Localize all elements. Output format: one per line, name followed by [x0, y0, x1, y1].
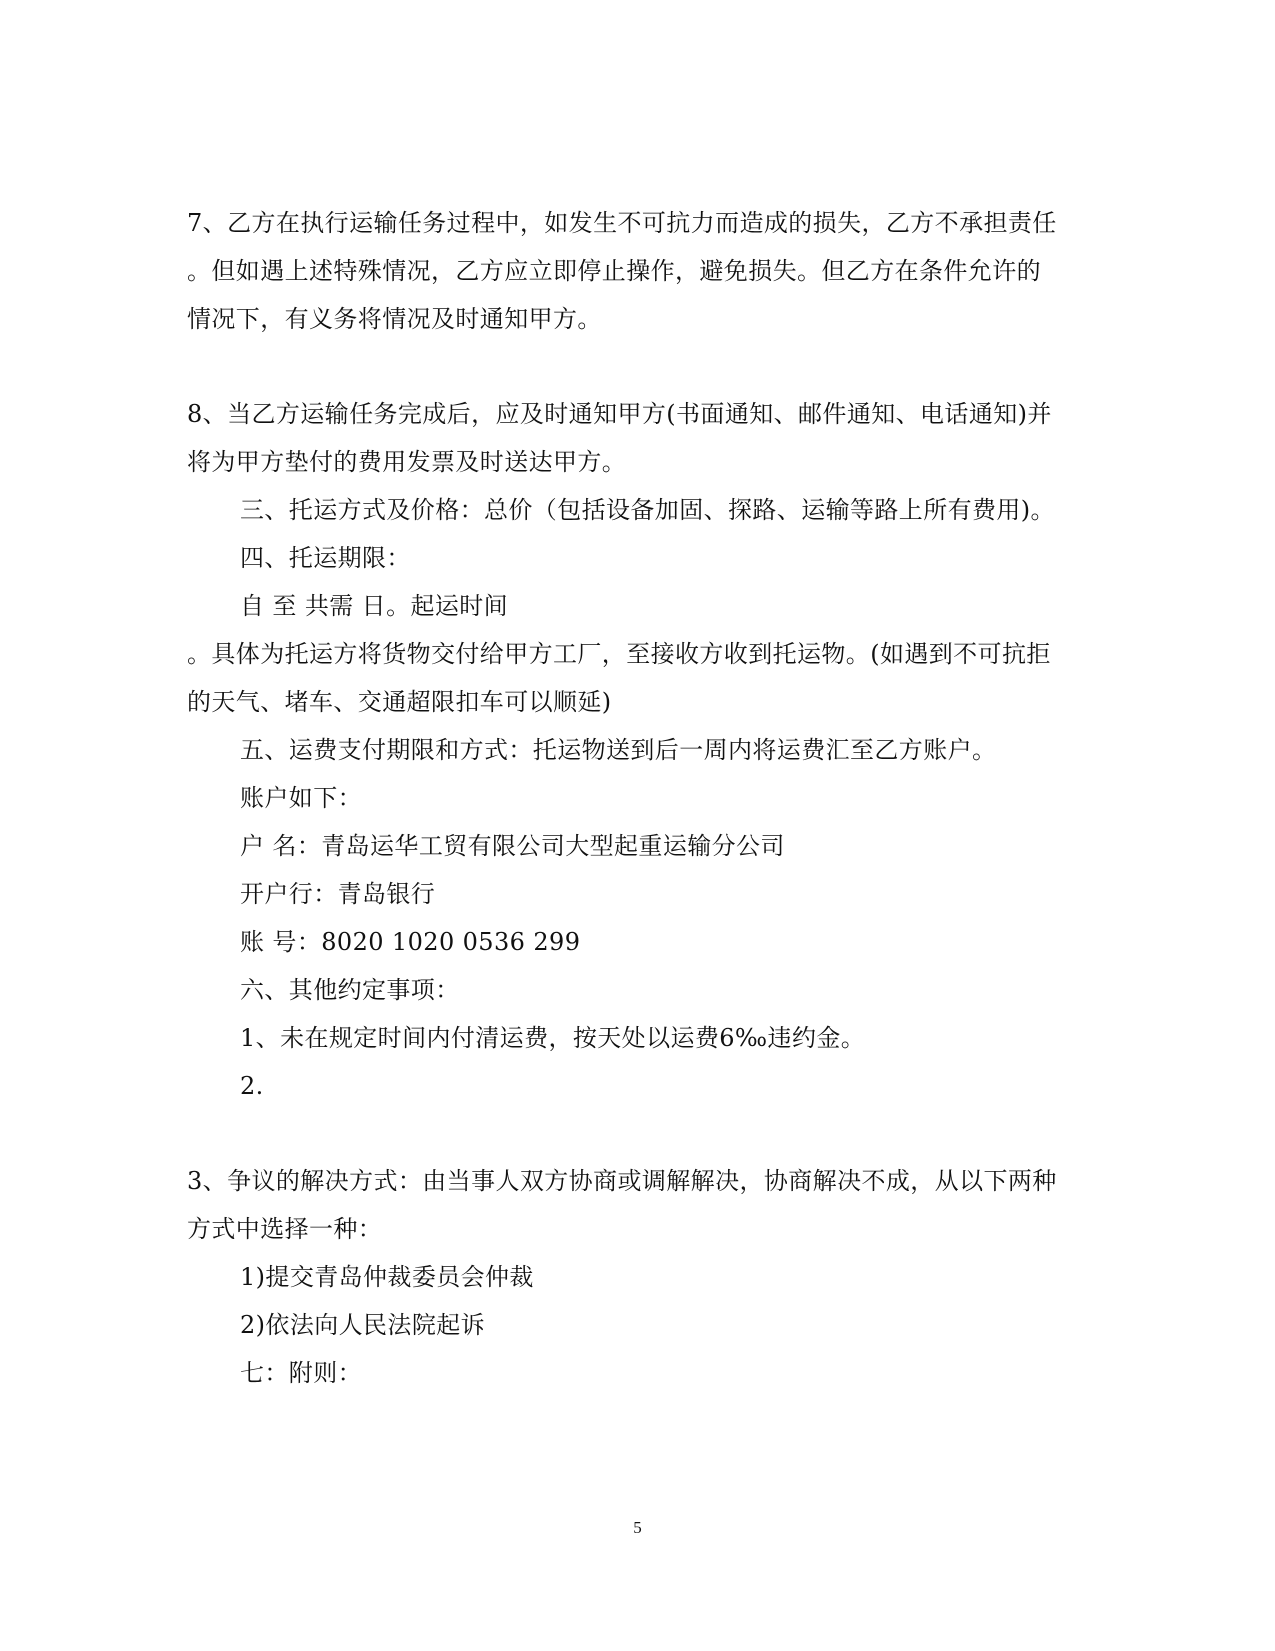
- dispute-option-1: 1)提交青岛仲裁委员会仲裁: [240, 1263, 534, 1291]
- clause-8-line-2: 将为甲方垫付的费用发票及时送达甲方。: [187, 448, 627, 476]
- section-5-payment: 五、运费支付期限和方式：托运物送到后一周内将运费汇至乙方账户。: [240, 736, 997, 764]
- section-6-heading: 六、其他约定事项：: [240, 976, 460, 1004]
- dispute-line-2: 方式中选择一种：: [187, 1215, 383, 1243]
- dispute-line-1: 3、争议的解决方式：由当事人双方协商或调解解决，协商解决不成，从以下两种: [187, 1167, 1057, 1195]
- section-4-heading: 四、托运期限：: [240, 544, 411, 572]
- clause-7-line-1: 7、乙方在执行运输任务过程中，如发生不可抗力而造成的损失，乙方不承担责任: [187, 209, 1057, 237]
- clause-7-line-3: 情况下，有义务将情况及时通知甲方。: [187, 305, 602, 333]
- account-bank: 开户行：青岛银行: [240, 880, 436, 908]
- account-number: 账 号：8020 1020 0536 299: [240, 928, 581, 956]
- section-6-item-1: 1、未在规定时间内付清运费，按天处以运费6‰违约金。: [240, 1024, 866, 1052]
- clause-8-line-1: 8、当乙方运输任务完成后，应及时通知甲方(书面通知、邮件通知、电话通知)并: [187, 400, 1052, 428]
- page-number: 5: [633, 1518, 642, 1537]
- section-4-detail-line-2: 的天气、堵车、交通超限扣车可以顺延): [187, 688, 612, 716]
- account-name: 户 名：青岛运华工贸有限公司大型起重运输分公司: [240, 832, 785, 860]
- section-4-period: 自 至 共需 日。起运时间: [240, 592, 509, 620]
- section-7-heading: 七：附则：: [240, 1359, 362, 1387]
- section-3-pricing: 三、托运方式及价格：总价（包括设备加固、探路、运输等路上所有费用)。: [240, 496, 1055, 524]
- section-6-item-2: 2.: [240, 1072, 264, 1100]
- clause-7-line-2: 。但如遇上述特殊情况，乙方应立即停止操作，避免损失。但乙方在条件允许的: [187, 257, 1041, 285]
- account-heading: 账户如下：: [240, 784, 362, 812]
- dispute-option-2: 2)依法向人民法院起诉: [240, 1311, 486, 1339]
- section-4-detail-line-1: 。具体为托运方将货物交付给甲方工厂，至接收方收到托运物。(如遇到不可抗拒: [187, 640, 1051, 668]
